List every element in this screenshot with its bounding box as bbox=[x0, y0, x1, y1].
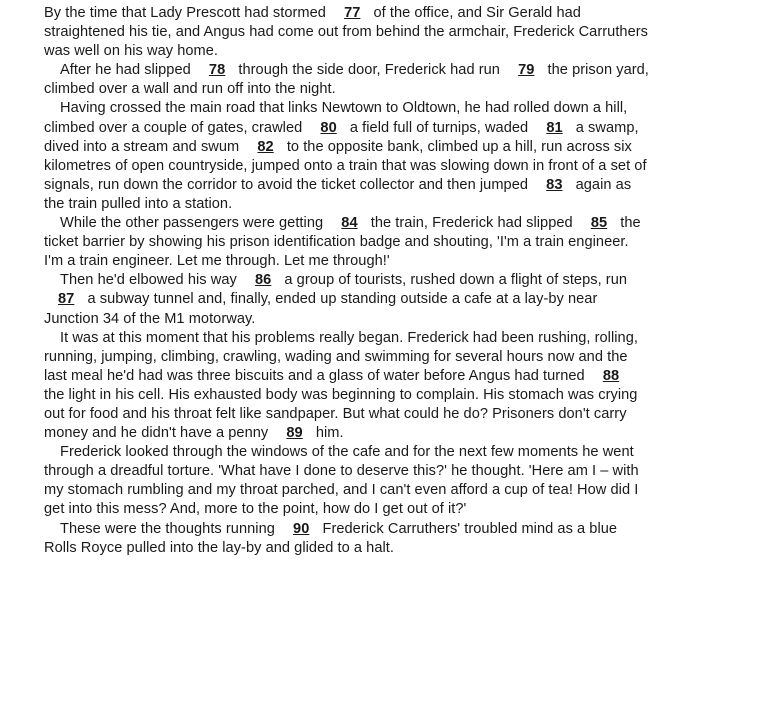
text-segment: a subway tunnel and, finally, ended up standing outside a cafe at a lay-by near Junction 34 of the M1 motorway. bbox=[44, 291, 598, 327]
text-segment: While the other passengers were getting bbox=[60, 215, 328, 232]
text-segment: him. bbox=[311, 425, 344, 442]
text-segment: the light in his cell. His exhausted body was beginning to complain. His stomach was crying out for food and his throat felt like sandpaper. But what could he do? Prisoners don't carry money and he didn't have a penny bbox=[44, 386, 638, 442]
text-segment: It was at this moment that his problems really began. Frederick had been rushing, rolling, running, jumping, climbing, crawling, wading and swimming for several hours now and the last meal he'd had was three biscuits and a glass of water before Angus had turned bbox=[44, 329, 638, 384]
text-segment: Frederick Carruthers' troubled mind as a blue Rolls Royce pulled into the lay-by and glided to a halt. bbox=[44, 520, 618, 556]
gap-78: 78 bbox=[208, 62, 226, 79]
gap-90: 90 bbox=[293, 520, 310, 537]
gap-88: 88 bbox=[602, 367, 620, 384]
paragraph-6 bbox=[44, 329, 650, 444]
gap-86: 86 bbox=[254, 272, 272, 289]
text-segment: to the opposite bank, climbed up a hill, run across six kilometres of open countryside, jumped onto a train that was slowing down in front of a set of signals, run down the corridor to avoid the ticket collector and then jumped bbox=[44, 138, 647, 193]
paragraph-7 bbox=[44, 443, 650, 519]
gap-87: 87 bbox=[58, 291, 75, 308]
text-segment: After he had slipped bbox=[60, 62, 195, 79]
text-segment: the train, Frederick had slipped bbox=[366, 215, 577, 232]
text-segment: a swamp, dived into a stream and swum bbox=[44, 119, 639, 155]
paragraph-3 bbox=[44, 99, 650, 214]
paragraph-4 bbox=[44, 214, 650, 271]
gap-81: 81 bbox=[546, 119, 563, 136]
text-segment: Frederick looked through the windows of the cafe and for the next few moments he went through a dreadful torture. 'What have I done to deserve this?' he thought. 'Here am I – with my stomach rumbling and my throat parched, and I can't even afford a cup of tea! How did I get into this mess? And, more to the point, how do I get out of it?' bbox=[44, 444, 639, 518]
text-segment: again as the train pulled into a station. bbox=[44, 176, 632, 212]
text-segment: a group of tourists, rushed down a flight of steps, run bbox=[280, 272, 628, 289]
gap-79: 79 bbox=[518, 62, 535, 79]
text-segment: through the side door, Frederick had run bbox=[234, 62, 505, 79]
gap-89: 89 bbox=[286, 425, 303, 442]
paragraph-8 bbox=[44, 520, 650, 558]
gap-82: 82 bbox=[257, 138, 274, 155]
paragraph-1 bbox=[44, 4, 650, 61]
text-segment: the ticket barrier by showing his prison identification badge and shouting, 'I'm a train engineer. I'm a train engineer. Let me through. Let me through!' bbox=[44, 215, 641, 270]
paragraph-5 bbox=[44, 271, 650, 328]
paragraph-2 bbox=[44, 61, 650, 99]
gap-83: 83 bbox=[546, 176, 563, 193]
gap-80: 80 bbox=[320, 119, 337, 136]
gap-85: 85 bbox=[590, 215, 608, 232]
text-segment: the prison yard, climbed over a wall and run off into the night. bbox=[44, 62, 649, 98]
gap-84: 84 bbox=[341, 215, 358, 232]
text-segment: Having crossed the main road that links Newtown to Oldtown, he had rolled down a hill, climbed over a couple of gates, crawled bbox=[44, 100, 628, 136]
text-segment: By the time that Lady Prescott had stormed bbox=[44, 5, 331, 21]
text-segment: These were the thoughts running bbox=[60, 520, 280, 537]
text-segment: a field full of turnips, waded bbox=[345, 119, 533, 136]
text-segment: of the office, and Sir Gerald had straightened his tie, and Angus had come out from behind the armchair, Frederick Carruthers was well on his way home. bbox=[44, 5, 649, 60]
gap-77: 77 bbox=[344, 5, 361, 21]
passage bbox=[44, 4, 650, 558]
text-segment: Then he'd elbowed his way bbox=[60, 272, 241, 289]
